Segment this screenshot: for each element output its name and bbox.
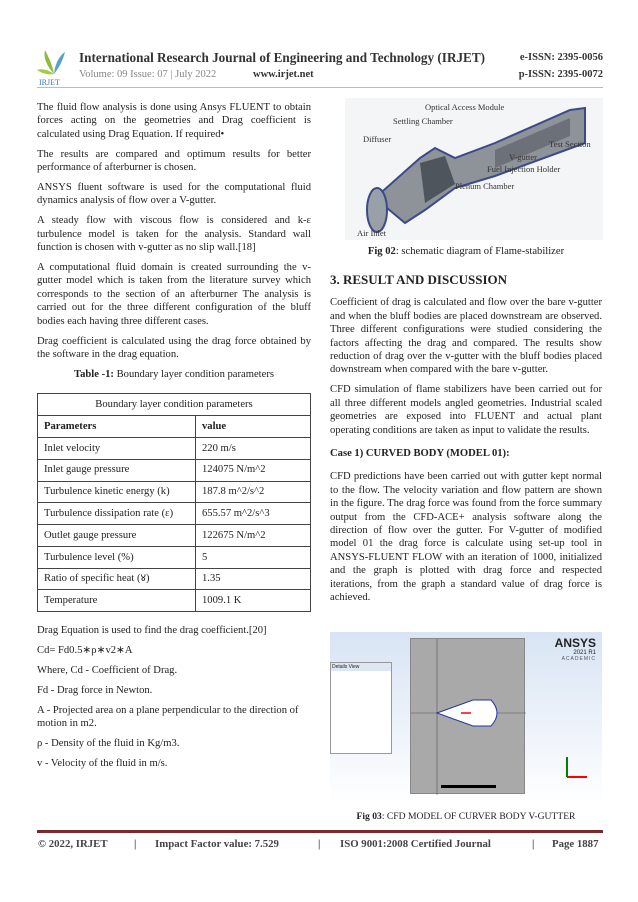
label-optical-access-module: Optical Access Module xyxy=(425,102,505,112)
footer-iso: ISO 9001:2008 Certified Journal xyxy=(340,838,491,850)
caption-label: Fig 03 xyxy=(356,811,382,822)
caption-text: Boundary layer condition parameters xyxy=(113,368,274,380)
table-title: Boundary layer condition parameters xyxy=(38,394,311,416)
cfd-model-figure xyxy=(330,632,602,804)
page-header xyxy=(37,44,603,88)
label-test-section: Test Section xyxy=(549,139,591,149)
ansys-edition: ACADEMIC xyxy=(561,656,596,662)
label-settling-chamber: Settling Chamber xyxy=(393,116,453,126)
table-cell: 220 m/s xyxy=(196,437,311,459)
table-cell: Turbulence level (%) xyxy=(38,546,196,568)
ansys-branding xyxy=(555,636,596,662)
website-link[interactable]: www.irjet.net xyxy=(253,69,314,80)
table-row xyxy=(38,525,311,547)
table-cell: 655.57 m^2/s^3 xyxy=(196,503,311,525)
table-cell: Inlet velocity xyxy=(38,437,196,459)
paragraph: A - Projected area on a plane perpendicular to the direction of motion in m2. xyxy=(37,704,299,730)
label-v-gutter: V-gutter xyxy=(509,152,538,162)
caption-label: Table -1: xyxy=(74,368,114,380)
journal-title: International Research Journal of Engineering and Technology (IRJET) xyxy=(79,50,486,65)
caption-label: Fig 02 xyxy=(367,246,396,257)
paragraph: A computational fluid domain is created surrounding the v-gutter model which is taken from the literature survey which corresponds to the section of an afterburner The analysis is carried out for the three different configuration of the bluff bodies each having three different cases. xyxy=(37,262,311,327)
boundary-conditions-table xyxy=(37,393,311,612)
footer-copyright: © 2022, IRJET xyxy=(38,838,108,850)
table-caption xyxy=(37,368,311,381)
table-row xyxy=(38,568,311,590)
table-cell: 5 xyxy=(196,546,311,568)
table-row xyxy=(38,481,311,503)
section-heading: 3. RESULT AND DISCUSSION xyxy=(330,272,508,287)
case-heading: Case 1) CURVED BODY (MODEL 01): xyxy=(330,447,510,459)
label-plenum-chamber: Plenum Chamber xyxy=(455,181,515,191)
paragraph: A steady flow with viscous flow is considered and k-ε turbulence model is taken for the analysis. Standard wall function is chosen with v-gutter as no slip wall.[18] xyxy=(37,215,311,254)
table-cell: 122675 N/m^2 xyxy=(196,525,311,547)
volume-info: Volume: 09 Issue: 07 | July 2022 xyxy=(79,69,217,80)
paragraph: ANSYS fluent software is used for the computational fluid dynamics analysis of flow over a V-gutter. xyxy=(37,182,311,207)
footer-rule xyxy=(37,830,603,833)
paragraph: Drag coefficient is calculated using the drag force obtained by the software in the drag equation. xyxy=(37,335,311,360)
table-cell: Turbulence kinetic energy (k) xyxy=(38,481,196,503)
paragraph: The fluid flow analysis is done using Ansys FLUENT to obtain forces acting on the geometries and Drag coefficient is calculated using Drag Equation. If required• xyxy=(37,102,311,140)
sketch-viewport xyxy=(410,638,525,794)
table-cell: Ratio of specific heat (४) xyxy=(38,568,196,590)
v-gutter-sketch xyxy=(411,639,526,795)
diagram-drawing xyxy=(345,98,603,240)
table-row xyxy=(38,459,311,481)
e-issn: e-ISSN: 2395-0056 xyxy=(519,52,603,63)
paragraph: CFD predictions have been carried out with gutter kept normal to the flow. The velocity variation and flow pattern are shown in the figure. The drag force was found from the force summary output from the CFD-ACE+ analysis software along the direction of flow over the gutter. For V-gutter of modified model 01 the drag force is calculate using set-up tool in ANSYS-FLUENT FLOW with an iteration of 1000, initialized and the graph is plotted with drag force and respected iterations, from the graph a standard value of drag force is achieved. xyxy=(330,471,602,604)
details-view-panel[interactable] xyxy=(330,662,392,754)
caption-text: : CFD MODEL OF CURVER BODY V-GUTTER xyxy=(381,811,576,822)
equation: Cd= Fd0.5∗ρ∗v2∗A xyxy=(37,645,133,657)
table-row xyxy=(38,503,311,525)
table-cell: Turbulence dissipation rate (ε) xyxy=(38,503,196,525)
table-cell: Inlet gauge pressure xyxy=(38,459,196,481)
paragraph: Where, Cd - Coefficient of Drag. xyxy=(37,665,178,677)
paragraph: CFD simulation of flame stabilizers have been carried out for all three different models angled geometries. Industrial scaled geometries are exposed into FLUENT and actual plant operating conditions are taken as input to validate the results. xyxy=(330,384,602,436)
table-cell: 1009.1 K xyxy=(196,590,311,612)
header-cell: Parameters xyxy=(38,416,196,438)
paragraph: v - Velocity of the fluid in m/s. xyxy=(37,758,168,770)
fig2-caption xyxy=(330,246,602,257)
table-cell: Temperature xyxy=(38,590,196,612)
table-row xyxy=(38,546,311,568)
table-cell: 1.35 xyxy=(196,568,311,590)
p-issn: p-ISSN: 2395-0072 xyxy=(518,69,603,80)
label-air-inlet: Air Inlet xyxy=(357,228,387,238)
left-column xyxy=(37,101,311,777)
axis-triad-icon xyxy=(562,752,592,782)
fig3-caption xyxy=(330,811,602,822)
caption-text: : schematic diagram of Flame-stabilizer xyxy=(395,246,565,257)
flame-stabilizer-diagram xyxy=(345,98,603,240)
table-cell: 124075 N/m^2 xyxy=(196,459,311,481)
right-column xyxy=(330,273,602,611)
footer-separator: | xyxy=(318,838,321,850)
footer-page-number: Page 1887 xyxy=(552,838,599,850)
footer-impact-factor: Impact Factor value: 7.529 xyxy=(155,838,279,850)
table-row xyxy=(38,437,311,459)
svg-text:IRJET: IRJET xyxy=(39,78,60,86)
table-row xyxy=(38,590,311,612)
table-cell: Outlet gauge pressure xyxy=(38,525,196,547)
ansys-logo: ANSYS xyxy=(554,636,596,650)
drag-equation-section xyxy=(37,624,311,770)
paragraph: Drag Equation is used to find the drag coefficient.[20] xyxy=(37,625,267,637)
paragraph: ρ - Density of the fluid in Kg/m3. xyxy=(37,738,180,750)
footer-separator: | xyxy=(532,838,535,850)
ansys-version: 2021 R1 xyxy=(573,650,596,656)
irjet-logo xyxy=(37,46,71,86)
label-diffuser: Diffuser xyxy=(363,134,392,144)
label-fuel-injection-holder: Fuel Injection Holder xyxy=(487,164,561,174)
paragraph: Coefficient of drag is calculated and flow over the bare v-gutter and when the bluff bodies are placed downstream are observed. Three different configurations were studied considering the factors affecting the drag and compared. The results show reduction of drag over the v-gutter with the bluff bodies placed downstream when compared with the bare v-gutter. xyxy=(330,297,602,376)
footer-separator: | xyxy=(134,838,137,850)
paragraph: The results are compared and optimum results for better performance of afterburner is chosen. xyxy=(37,148,311,174)
table-cell: 187.8 m^2/s^2 xyxy=(196,481,311,503)
panel-title: Details View xyxy=(331,663,391,671)
header-cell: value xyxy=(196,416,311,438)
paragraph: Fd - Drag force in Newton. xyxy=(37,685,153,696)
